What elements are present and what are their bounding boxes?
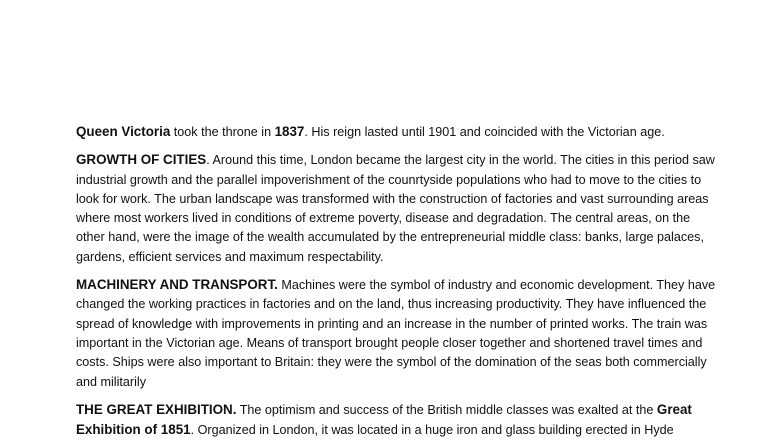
text-segment: . Around this time, London became the largest city in the world. The cities in this period saw industrial growth and the parallel impoverishment of the counrtyside populations who had to move to the cities to look for work. The urban landscape was transformed with the construction of factories and vast surrounding areas where most workers lived in conditions of extreme poverty, disease and degradation. The central areas, on the other hand, were the image of the wealth accumulated by the entrepreneurial middle class: banks, large palaces, gardens, efficient services and maximum respectability. xyxy=(76,153,715,264)
text-segment: . His reign lasted until 1901 and coincided with the Victorian age. xyxy=(304,125,665,139)
bold-year-1837: 1837 xyxy=(274,124,305,139)
document-body xyxy=(76,122,716,441)
text-segment: . Organized in London, it was located in a huge iron and glass building erected in Hyde xyxy=(190,423,674,438)
paragraph-queen-victoria xyxy=(76,122,716,142)
bold-queen-victoria: Queen Victoria xyxy=(76,124,171,139)
paragraph-machinery-and-transport xyxy=(76,275,716,392)
heading-great-exhibition: THE GREAT EXHIBITION. xyxy=(76,401,237,417)
heading-growth-of-cities: GROWTH OF CITIES xyxy=(76,152,207,168)
paragraph-great-exhibition xyxy=(76,400,716,441)
text-segment: The optimism and success of the British middle classes was exalted at the xyxy=(236,402,657,417)
bold-great-exhibition-1851: Great Exhibition of 1851 xyxy=(76,401,692,438)
heading-machinery-and-transport: MACHINERY AND TRANSPORT. xyxy=(76,277,278,293)
text-segment: took the throne in xyxy=(170,125,275,139)
paragraph-growth-of-cities xyxy=(76,150,716,267)
text-segment: Machines were the symbol of industry and economic development. They have changed the working practices in factories and on the land, thus increasing productivity. They have influenced the spread of knowledge with improvements in printing and an increase in the number of printed works. The train was important in the Victorian age. Means of transport brought people closer together and shortened travel times and costs. Ships were also important to Britain: they were the symbol of the domination of the seas both commercially and militarily xyxy=(76,278,716,389)
